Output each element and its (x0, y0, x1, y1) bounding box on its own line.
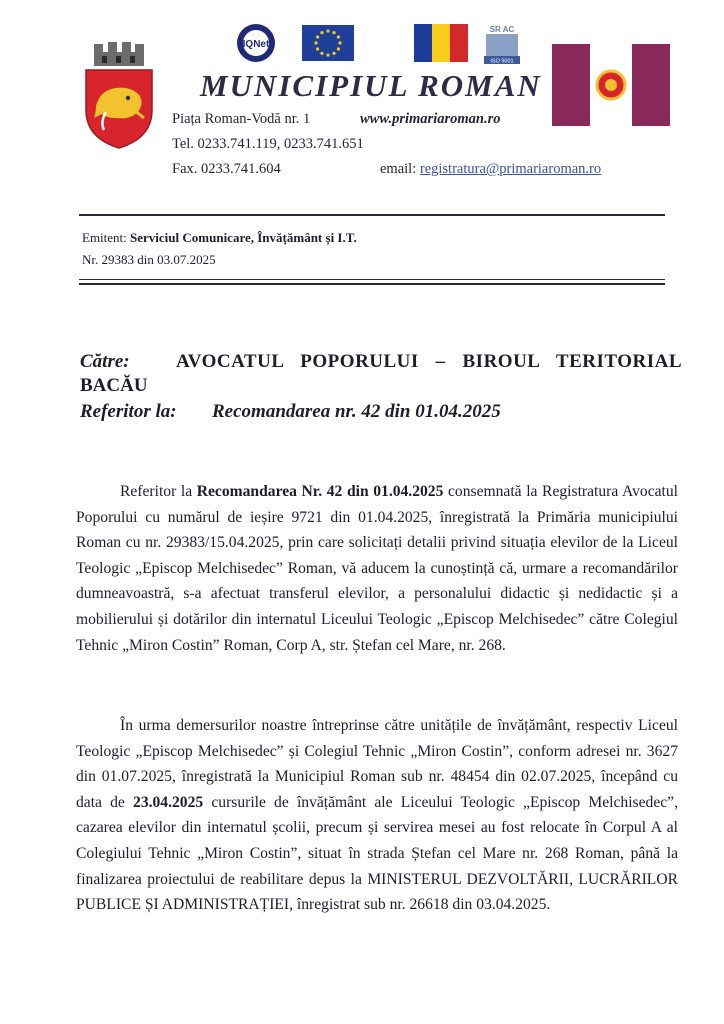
reference-label: Referitor la: (80, 401, 177, 422)
issuer-line (82, 230, 357, 246)
header-email-link[interactable]: registratura@primariaroman.ro (419, 161, 602, 177)
p2-text-end: cursurile de învățământ ale Liceului Teologic „Episcop Melchisedec”, cazarea elevilor din internatul școlii, precum și servirea mesei au fost relocate în Corpul A al Colegiului Tehnic „Miron Costin”, situat în strada Ștefan cel Mare nr. 268 Roman, până la finalizarea proiectului de reabilitare depus la MINISTERUL DEZVOLTĂRII, LUCRĂRILOR PUBLICE ȘI ADMINISTRAȚIEI, înregistrat sub nr. 26618 din 03.04.2025. (76, 793, 678, 914)
header-email-label: email: (380, 161, 417, 177)
header-email-line (380, 161, 601, 178)
issuer-divider-2 (79, 283, 665, 285)
header-fax: Fax. 0233.741.604 (172, 161, 281, 177)
issuer-name: Serviciul Comunicare, Învățământ și I.T. (130, 230, 357, 245)
header-divider-top (79, 214, 665, 216)
issuer-label: Emitent: (82, 230, 127, 245)
p1-bold-reference: Recomandarea Nr. 42 din 01.04.2025 (196, 483, 444, 500)
header-website-link[interactable]: www.primariaroman.ro (360, 111, 501, 127)
registration-number: Nr. 29383 din 03.07.2025 (82, 252, 216, 267)
body-paragraph-1 (76, 479, 678, 658)
p2-bold-date: 23.04.2025 (133, 793, 204, 811)
recipient-name-line1: AVOCATUL POPORULUI – BIROUL TERITORIAL (176, 351, 682, 372)
issuer-divider-1 (79, 279, 665, 280)
city-crest-icon (82, 38, 156, 150)
eu-flag-icon (302, 22, 354, 64)
body-paragraph-2 (76, 713, 678, 918)
recipient-label: Către: (80, 351, 130, 372)
reference-value: Recomandarea nr. 42 din 01.04.2025 (212, 401, 501, 422)
recipient-name-line2: BACĂU (80, 375, 148, 396)
p1-text-start: Referitor la (120, 483, 197, 500)
municipality-title: MUNICIPIUL ROMAN (200, 68, 542, 103)
srac-iso-logo-icon (484, 22, 520, 64)
iqnet-label: IQNet (242, 39, 270, 50)
city-banner-flag-icon (552, 44, 670, 126)
header-phone: Tel. 0233.741.119, 0233.741.651 (172, 136, 364, 152)
iso-label: ISO 9001 (490, 58, 514, 64)
romania-flag-icon (414, 22, 468, 64)
header-address: Piața Roman-Vodă nr. 1 (172, 111, 311, 127)
p1-text-end: consemnată la Registratura Avocatul Poporului cu numărul de ieșire 9721 din 01.04.2025, înregistrată la Primăria municipiului Roman cu nr. 29383/15.04.2025, prin care solicitați detalii privind situația elevilor de la Liceul Teologic „Episcop Melchisedec” Roman, vă aducem la cunoștință că, urmare a recomandărilor dumneavoastră, s-a afectuat transferul elevilor, a personalului didactic și nedidactic și a mobilierului și dotărilor din internatul Liceului Teologic „Episcop Melchisedec” către Colegiul Tehnic „Miron Costin” Roman, Corp A, str. Ștefan cel Mare, nr. 268. (76, 483, 678, 654)
iqnet-logo-icon (232, 22, 280, 64)
srac-label: SR AC (489, 25, 515, 34)
p2-text-start: În urma demersurilor noastre întreprinse către unitățile de învățământ, respectiv Liceul Teologic „Episcop Melchisedec” și Colegiul Tehnic „Miron Costin”, conform adresei nr. 3627 din 01.07.2025, înregistrată la Municipiul Roman sub nr. 48454 din 02.07.2025, începând cu data de (76, 717, 678, 811)
